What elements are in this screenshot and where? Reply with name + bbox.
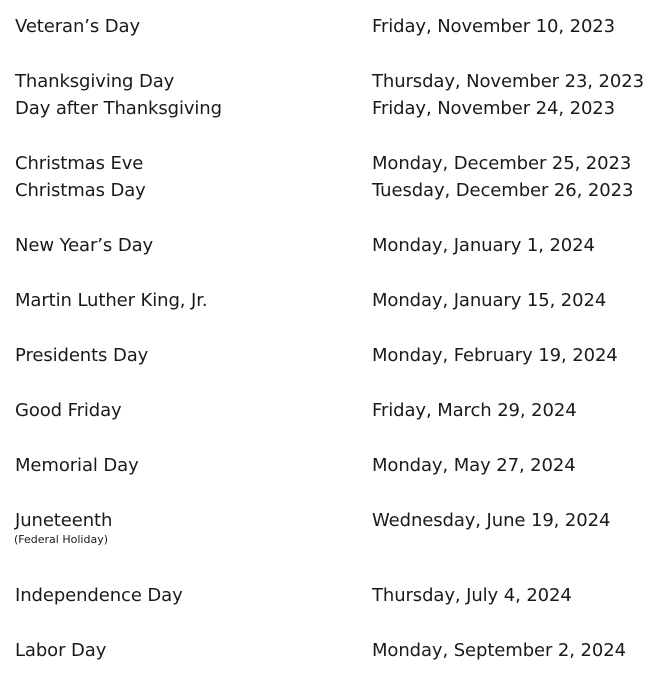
holiday-date: Thursday, July 4, 2024: [372, 585, 572, 606]
holiday-date: Tuesday, December 26, 2023: [372, 180, 634, 201]
holiday-date: Friday, November 24, 2023: [372, 98, 616, 119]
holiday-row-thanksgiving-day: [0, 70, 656, 94]
holiday-date: Monday, February 19, 2024: [372, 345, 618, 366]
holiday-date: Friday, March 29, 2024: [372, 400, 577, 421]
holiday-row-martin-luther-king: [0, 289, 656, 313]
holiday-date: Monday, January 15, 2024: [372, 290, 607, 311]
holiday-date: Monday, September 2, 2024: [372, 640, 626, 661]
holiday-name: New Year’s Day: [15, 235, 154, 256]
holiday-row-christmas-eve: [0, 152, 656, 176]
holiday-row-new-years-day: [0, 234, 656, 258]
holiday-row-independence-day: [0, 584, 656, 608]
holiday-name: Thanksgiving Day: [15, 71, 175, 92]
holiday-name: Presidents Day: [15, 345, 149, 366]
holiday-note: (Federal Holiday): [14, 533, 108, 546]
holiday-row-christmas-day: [0, 179, 656, 203]
holiday-date: Monday, January 1, 2024: [372, 235, 595, 256]
holiday-row-good-friday: [0, 399, 656, 423]
holiday-name: Veteran’s Day: [15, 16, 141, 37]
holiday-date: Thursday, November 23, 2023: [372, 71, 644, 92]
holiday-row-presidents-day: [0, 344, 656, 368]
holiday-date: Monday, December 25, 2023: [372, 153, 632, 174]
holiday-row-day-after-thanksgiving: [0, 97, 656, 121]
holiday-date: Wednesday, June 19, 2024: [372, 510, 611, 531]
holiday-date: Friday, November 10, 2023: [372, 16, 616, 37]
holiday-name: Independence Day: [15, 585, 183, 606]
holiday-name: Memorial Day: [15, 455, 139, 476]
holiday-name: Martin Luther King, Jr.: [15, 290, 208, 311]
holiday-name: Juneteenth: [15, 510, 113, 531]
holiday-row-veterans-day: [0, 15, 656, 39]
holiday-name: Good Friday: [15, 400, 122, 421]
holiday-row-memorial-day: [0, 454, 656, 478]
holiday-date: Monday, May 27, 2024: [372, 455, 576, 476]
holiday-name: Day after Thanksgiving: [15, 98, 222, 119]
holiday-row-juneteenth: [0, 509, 656, 551]
holiday-name: Christmas Eve: [15, 153, 144, 174]
holiday-row-labor-day: [0, 639, 656, 663]
holiday-name: Christmas Day: [15, 180, 146, 201]
holiday-name: Labor Day: [15, 640, 107, 661]
